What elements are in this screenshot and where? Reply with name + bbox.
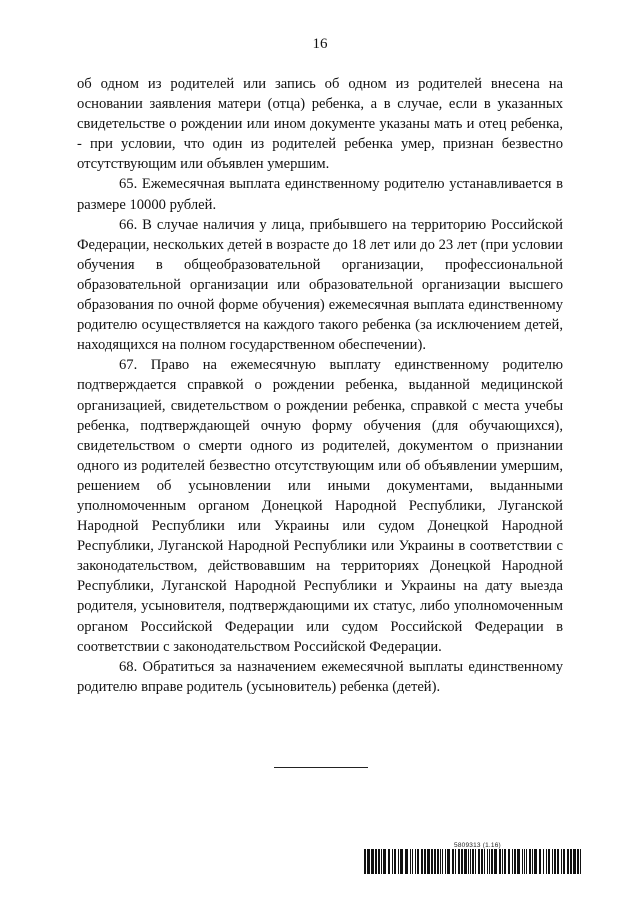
paragraph-67: 67. Право на ежемесячную выплату единственному родителю подтверждается справкой о рождении ребенка, выданной медицинской организацией, свидетельством о рождении ребенка, справкой с места учебы ребенка, подтверждающей очную форму обучения (для обучающихся), свидетельством о смерти одного из родителей, документом о признании одного из родителей безвестно отсутствующим или об объявлении умершим, решением об усыновлении или иными документами, выданными уполномоченным органом Донецкой Народной Республики, Луганской Народной Республики или Украины или судом Донецкой Народной Республики, Луганской Народной Республики или Украины в соответствии с законодательством, действовавшим на территориях Донецкой Народной Республики, Луганской Народной Республики и Украины на дату выезда родителя, усыновителя, подтверждающими их статус, либо уполномоченным органом Российской Федерации или судом Российской Федерации в соответствии с законодательством Российской Федерации. — [77, 357, 563, 655]
paragraph-66: 66. В случае наличия у лица, прибывшего на территорию Российской Федерации, нескольких детей в возрасте до 18 лет или до 23 лет (при условии обучения в общеобразовательной организации, профессиональной образовательной организации или образовательной организации высшего образования по очной форме обучения) ежемесячная выплата единственному родителю осуществляется на каждого такого ребенка (за исключением детей, находящихся на полном государственном обеспечении). — [77, 216, 563, 354]
paragraph-65: 65. Ежемесячная выплата единственному родителю устанавливается в размере 10000 рублей. — [77, 176, 563, 213]
document-code: 5809313 (1.16) — [454, 842, 501, 849]
barcode-icon — [364, 849, 584, 874]
page-number: 16 — [312, 36, 328, 52]
document-body — [77, 74, 563, 697]
paragraph-68: 68. Обратиться за назначением ежемесячной выплаты единственному родителю вправе родитель (усыновитель) ребенка (детей). — [77, 658, 563, 695]
end-divider-line — [274, 767, 368, 768]
paragraph-continuation: об одном из родителей или запись об одном из родителей внесена на основании заявления матери (отца) ребенка, а в случае, если в указанных свидетельстве о рождении или ином документе указаны мать и отец ребенка, - при условии, что один из родителей ребенка умер, признан безвестно отсутствующим или объявлен умершим. — [77, 76, 563, 173]
